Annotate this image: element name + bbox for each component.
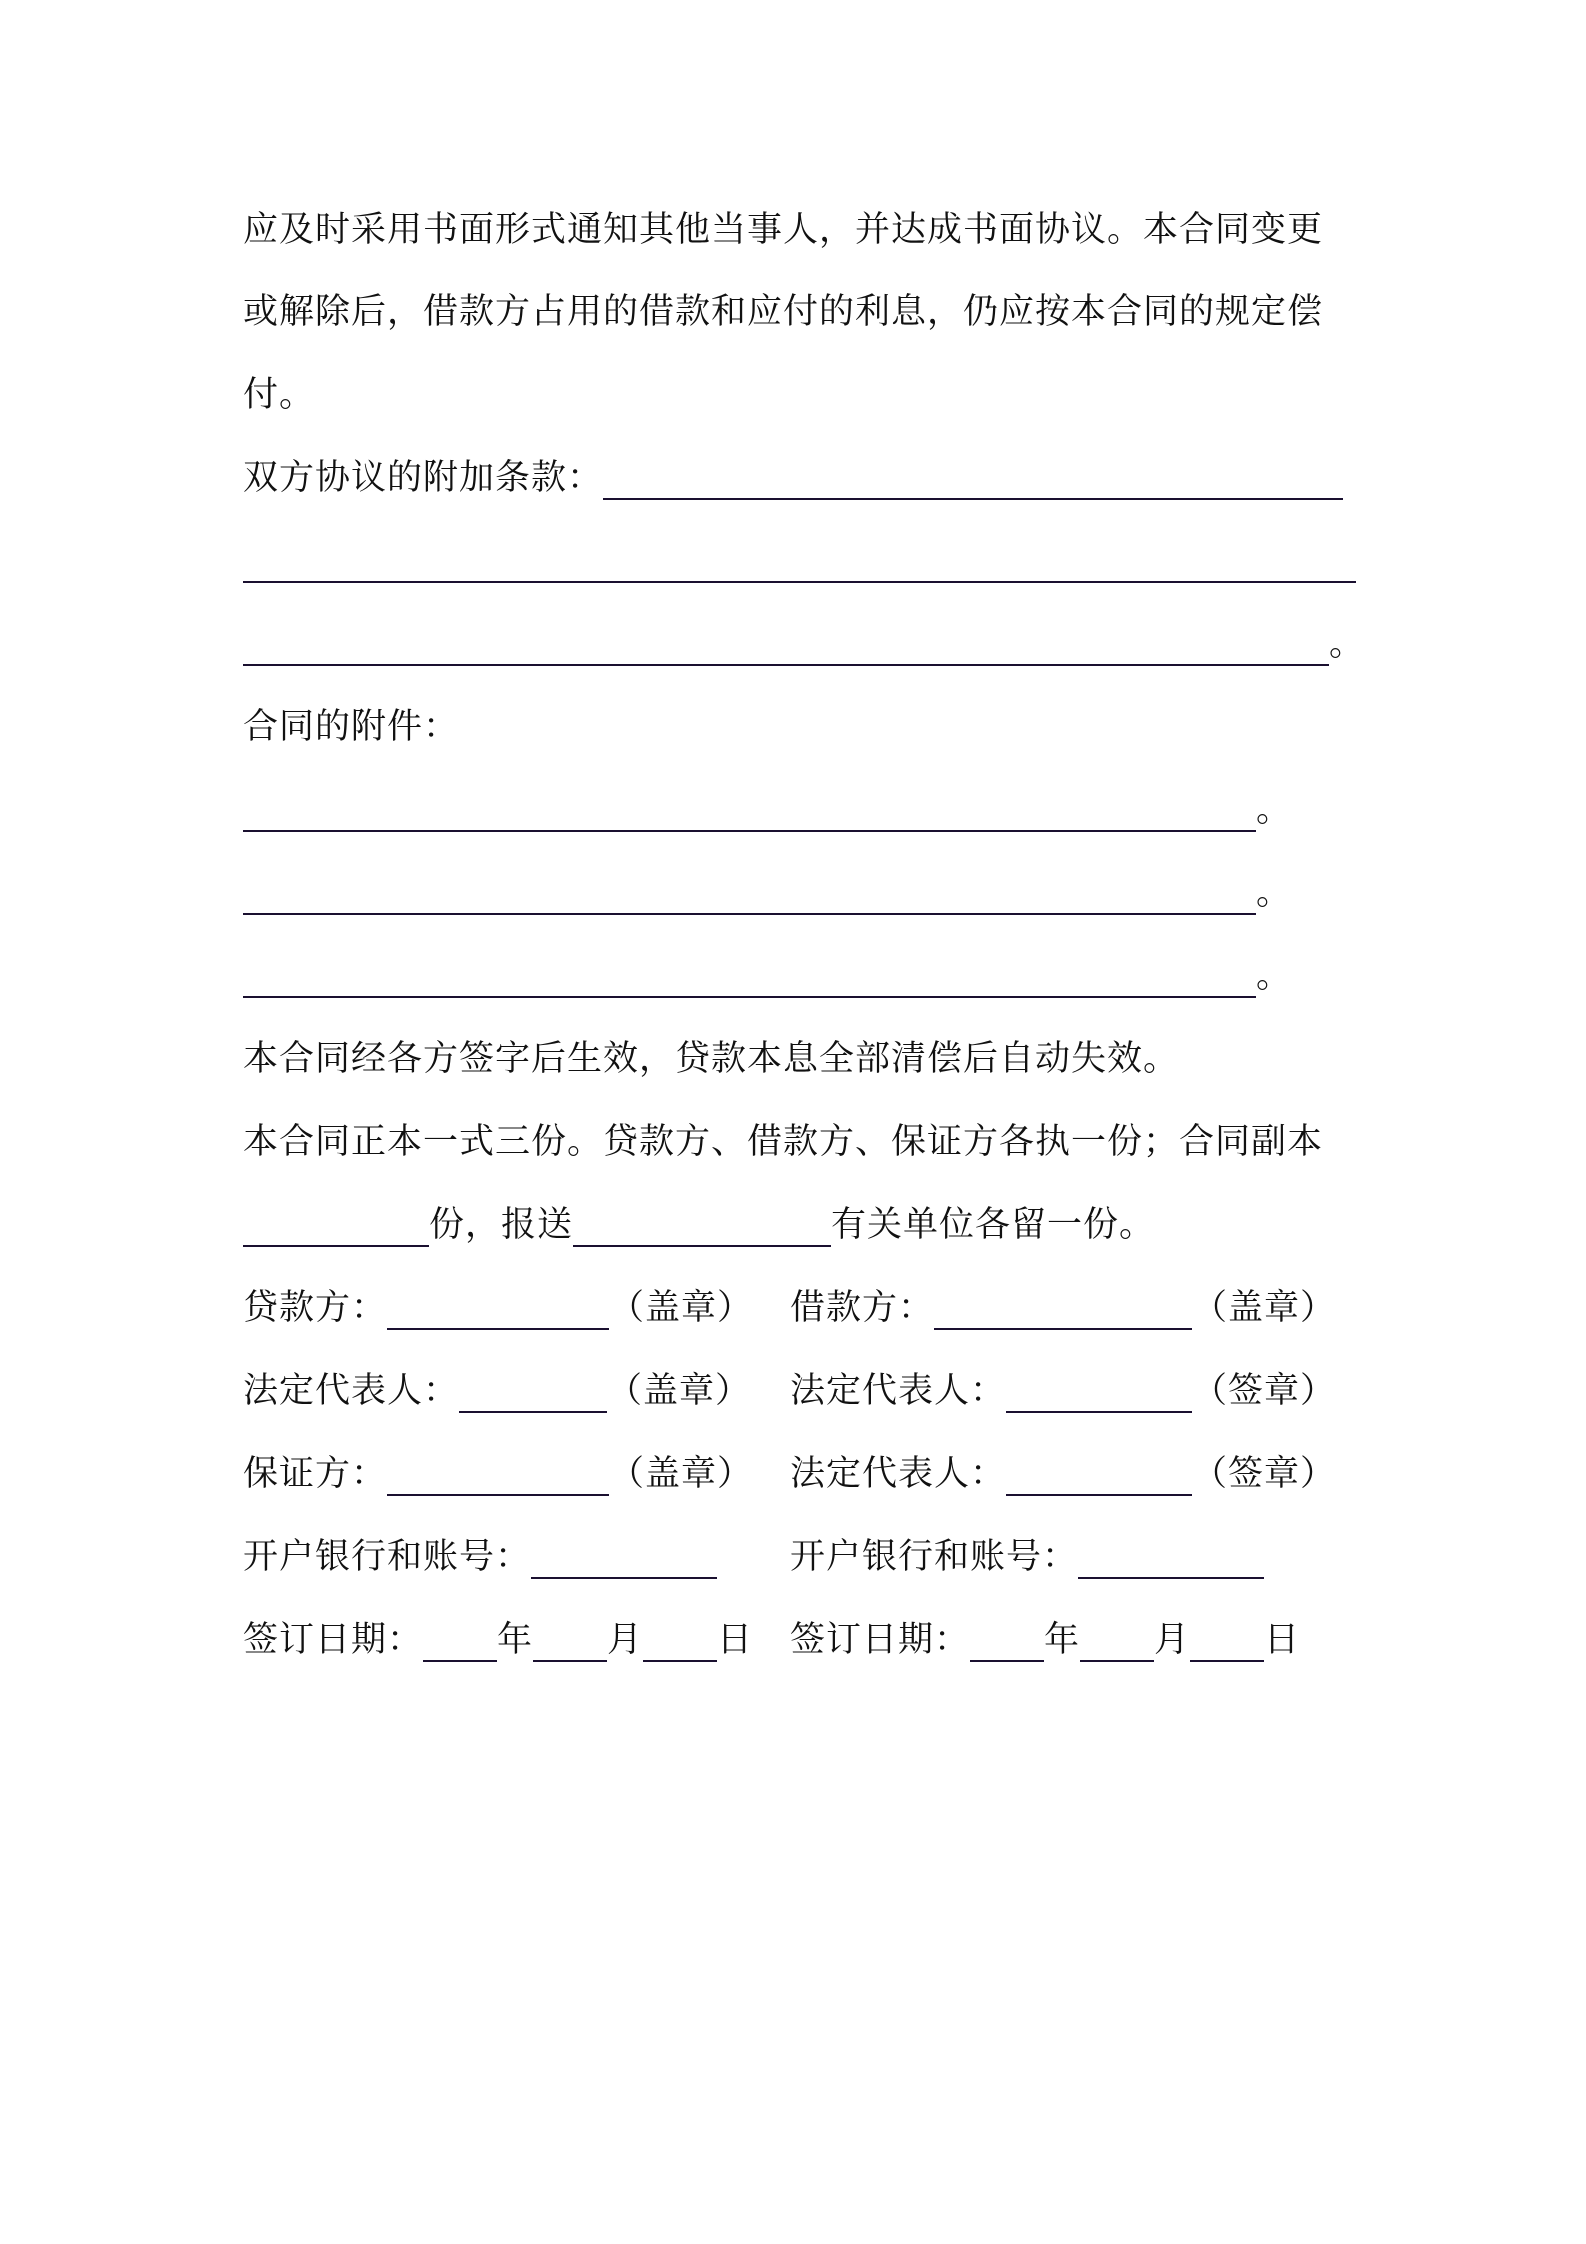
lender-bank-label: 开户银行和账号： <box>243 1537 532 1577</box>
lender-year-blank[interactable] <box>423 1616 497 1662</box>
lender-blank[interactable] <box>387 1284 609 1330</box>
lender-date-label: 签订日期： <box>243 1620 424 1660</box>
signature-row-legal-rep <box>243 1361 1363 1421</box>
borrower-month-text: 月 <box>1154 1620 1191 1660</box>
attachment-blank-3[interactable] <box>243 952 1256 998</box>
guarantor-legal-rep-label: 法定代表人： <box>790 1454 1007 1494</box>
borrower-bank-label: 开户银行和账号： <box>790 1537 1079 1577</box>
copies-clause-line-2 <box>243 1195 1155 1255</box>
lender-day-text: 日 <box>717 1620 754 1660</box>
borrower-legal-rep-label: 法定代表人： <box>790 1371 1007 1411</box>
attachment-row-2 <box>243 863 1292 923</box>
attachment-end-mark-3: 。 <box>1256 956 1293 996</box>
attachment-blank-1[interactable] <box>243 786 1256 832</box>
borrower-day-text: 日 <box>1264 1620 1301 1660</box>
lender-legal-rep-seal: （盖章） <box>607 1371 752 1411</box>
signature-row-guarantor <box>243 1444 1363 1504</box>
attachment-row-1 <box>243 780 1292 840</box>
effect-clause: 本合同经各方签字后生效，贷款本息全部清偿后自动失效。 <box>243 1039 1180 1079</box>
paragraph-change-line-1: 应及时采用书面形式通知其他当事人，并达成书面协议。本合同变更 <box>243 210 1324 250</box>
additional-terms-end-mark: 。 <box>1329 624 1366 664</box>
additional-terms-row-3 <box>243 614 1365 674</box>
attachment-end-mark-1: 。 <box>1256 790 1293 830</box>
additional-terms-row-2 <box>243 531 1356 591</box>
guarantor-legal-rep-signature: （签章） <box>1192 1454 1337 1494</box>
borrower-month-blank[interactable] <box>1080 1616 1154 1662</box>
guarantor-label: 保证方： <box>243 1454 388 1494</box>
lender-legal-rep-label: 法定代表人： <box>243 1371 460 1411</box>
borrower-legal-rep-blank[interactable] <box>1006 1367 1192 1413</box>
attachment-end-mark-2: 。 <box>1256 873 1293 913</box>
attachment-blank-2[interactable] <box>243 869 1256 915</box>
copies-fen-text: 份，报送 <box>429 1205 574 1245</box>
signature-row-date <box>243 1610 1363 1670</box>
lender-label: 贷款方： <box>243 1288 388 1328</box>
borrower-date-label: 签订日期： <box>790 1620 971 1660</box>
additional-terms-blank-1[interactable] <box>603 454 1343 500</box>
lender-legal-rep-blank[interactable] <box>459 1367 607 1413</box>
borrower-seal: （盖章） <box>1192 1288 1337 1328</box>
copies-units-blank[interactable] <box>573 1201 831 1247</box>
copies-units-text: 有关单位各留一份。 <box>831 1205 1156 1245</box>
borrower-year-text: 年 <box>1044 1620 1081 1660</box>
paragraph-change-line-2: 或解除后，借款方占用的借款和应付的利息，仍应按本合同的规定偿 <box>243 292 1324 332</box>
borrower-year-blank[interactable] <box>970 1616 1044 1662</box>
guarantor-seal: （盖章） <box>609 1454 754 1494</box>
lender-month-blank[interactable] <box>533 1616 607 1662</box>
attachments-label: 合同的附件： <box>243 707 460 747</box>
lender-day-blank[interactable] <box>643 1616 717 1662</box>
additional-terms-blank-2[interactable] <box>243 537 1356 583</box>
signature-row-lender <box>243 1278 1363 1338</box>
paragraph-change-line-3: 付。 <box>243 375 316 415</box>
lender-seal: （盖章） <box>609 1288 754 1328</box>
borrower-bank-blank[interactable] <box>1078 1533 1264 1579</box>
guarantor-legal-rep-blank[interactable] <box>1006 1450 1192 1496</box>
copies-clause-line-1: 本合同正本一式三份。贷款方、借款方、保证方各执一份；合同副本 <box>243 1122 1324 1162</box>
additional-terms-row <box>243 448 1343 508</box>
borrower-day-blank[interactable] <box>1190 1616 1264 1662</box>
borrower-label: 借款方： <box>790 1288 935 1328</box>
signature-row-bank <box>243 1527 1363 1587</box>
borrower-blank[interactable] <box>934 1284 1192 1330</box>
attachment-row-3 <box>243 946 1292 1006</box>
additional-terms-label: 双方协议的附加条款： <box>243 458 604 498</box>
additional-terms-blank-3[interactable] <box>243 620 1329 666</box>
copies-count-blank[interactable] <box>243 1201 429 1247</box>
lender-bank-blank[interactable] <box>531 1533 717 1579</box>
lender-month-text: 月 <box>607 1620 644 1660</box>
lender-year-text: 年 <box>497 1620 534 1660</box>
guarantor-blank[interactable] <box>387 1450 609 1496</box>
borrower-legal-rep-signature: （签章） <box>1192 1371 1337 1411</box>
